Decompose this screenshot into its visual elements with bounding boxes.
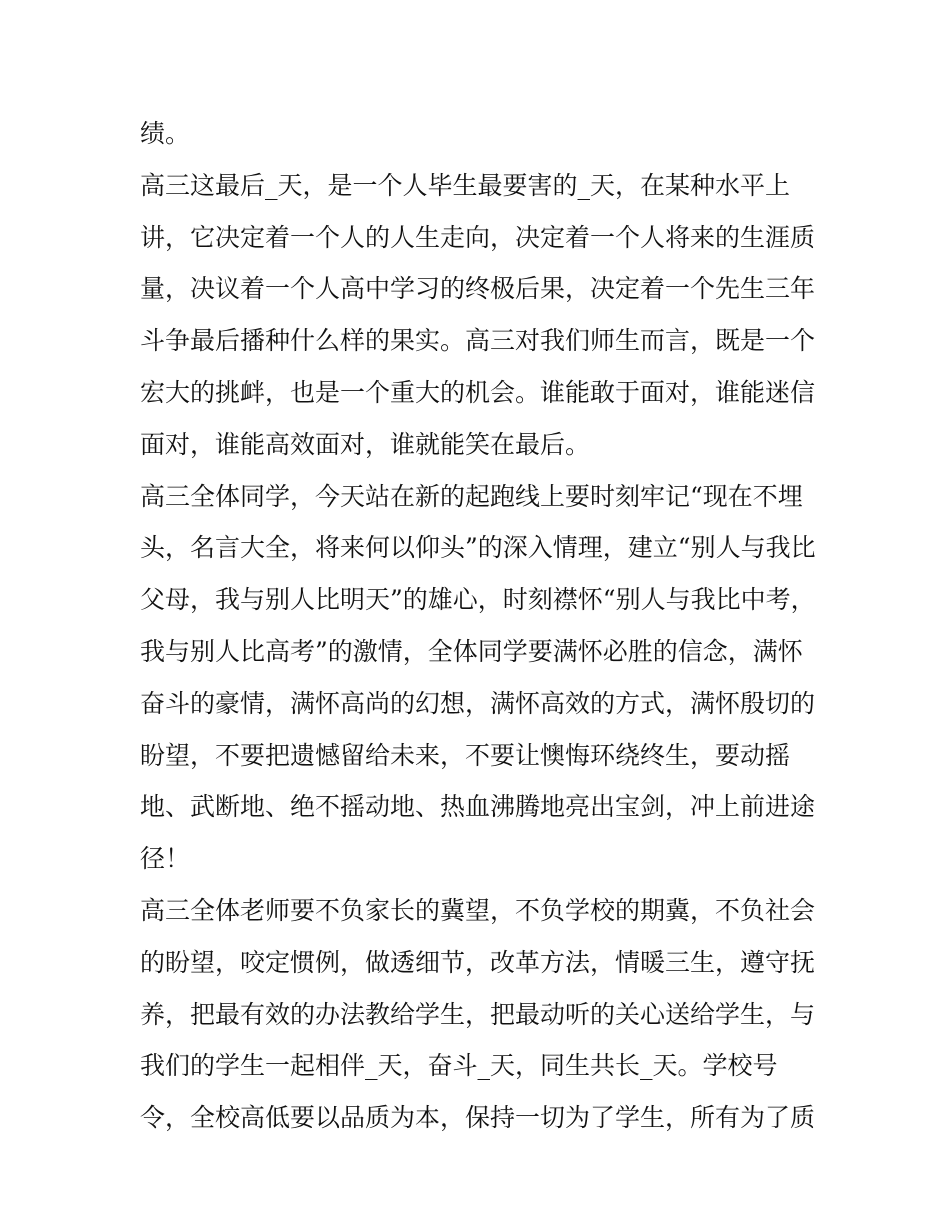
text-line: 的盼望，咬定惯例，做透细节，改革方法，情暖三生，遵守抚	[140, 947, 816, 977]
text-line: 地、武断地、绝不摇动地、热血沸腾地亮出宝剑，冲上前进途	[140, 792, 816, 822]
text-line: 高三这最后_天，是一个人毕生最要害的_天，在某种水平上	[140, 170, 791, 200]
text-line: 讲，它决定着一个人的人生走向，决定着一个人将来的生涯质	[140, 222, 816, 252]
text-line: 径！	[140, 844, 191, 874]
text-line: 斗争最后播种什么样的果实。高三对我们师生而言，既是一个	[140, 326, 816, 356]
text-line: 宏大的挑衅，也是一个重大的机会。谁能敢于面对，谁能迷信	[140, 377, 816, 407]
text-line: 我们的学生一起相伴_天，奋斗_天，同生共长_天。学校号	[140, 1051, 778, 1081]
text-line: 量，决议着一个人高中学习的终极后果，决定着一个先生三年	[140, 274, 816, 304]
text-line: 头，名言大全，将来何以仰头”的深入情理，建立“别人与我比	[140, 533, 816, 563]
text-line: 高三全体老师要不负家长的冀望，不负学校的期冀，不负社会	[140, 895, 816, 925]
text-line: 养，把最有效的办法教给学生，把最动听的关心送给学生，与	[140, 999, 816, 1029]
text-line: 奋斗的豪情，满怀高尚的幻想，满怀高效的方式，满怀殷切的	[140, 688, 816, 718]
text-line: 绩。	[140, 119, 191, 148]
text-line: 面对，谁能高效面对，谁就能笑在最后。	[140, 429, 591, 459]
text-line: 父母，我与别人比明天”的雄心，时刻襟怀“别人与我比中考，	[140, 585, 816, 615]
document-body	[140, 108, 820, 1144]
text-line: 高三全体同学，今天站在新的起跑线上要时刻牢记“现在不埋	[140, 481, 803, 511]
text-line: 我与别人比高考”的激情，全体同学要满怀必胜的信念，满怀	[140, 636, 803, 666]
text-line: 令，全校高低要以品质为本，保持一切为了学生，所有为了质	[140, 1103, 816, 1133]
text-line: 盼望，不要把遗憾留给未来，不要让懊悔环绕终生，要动摇	[140, 740, 791, 770]
